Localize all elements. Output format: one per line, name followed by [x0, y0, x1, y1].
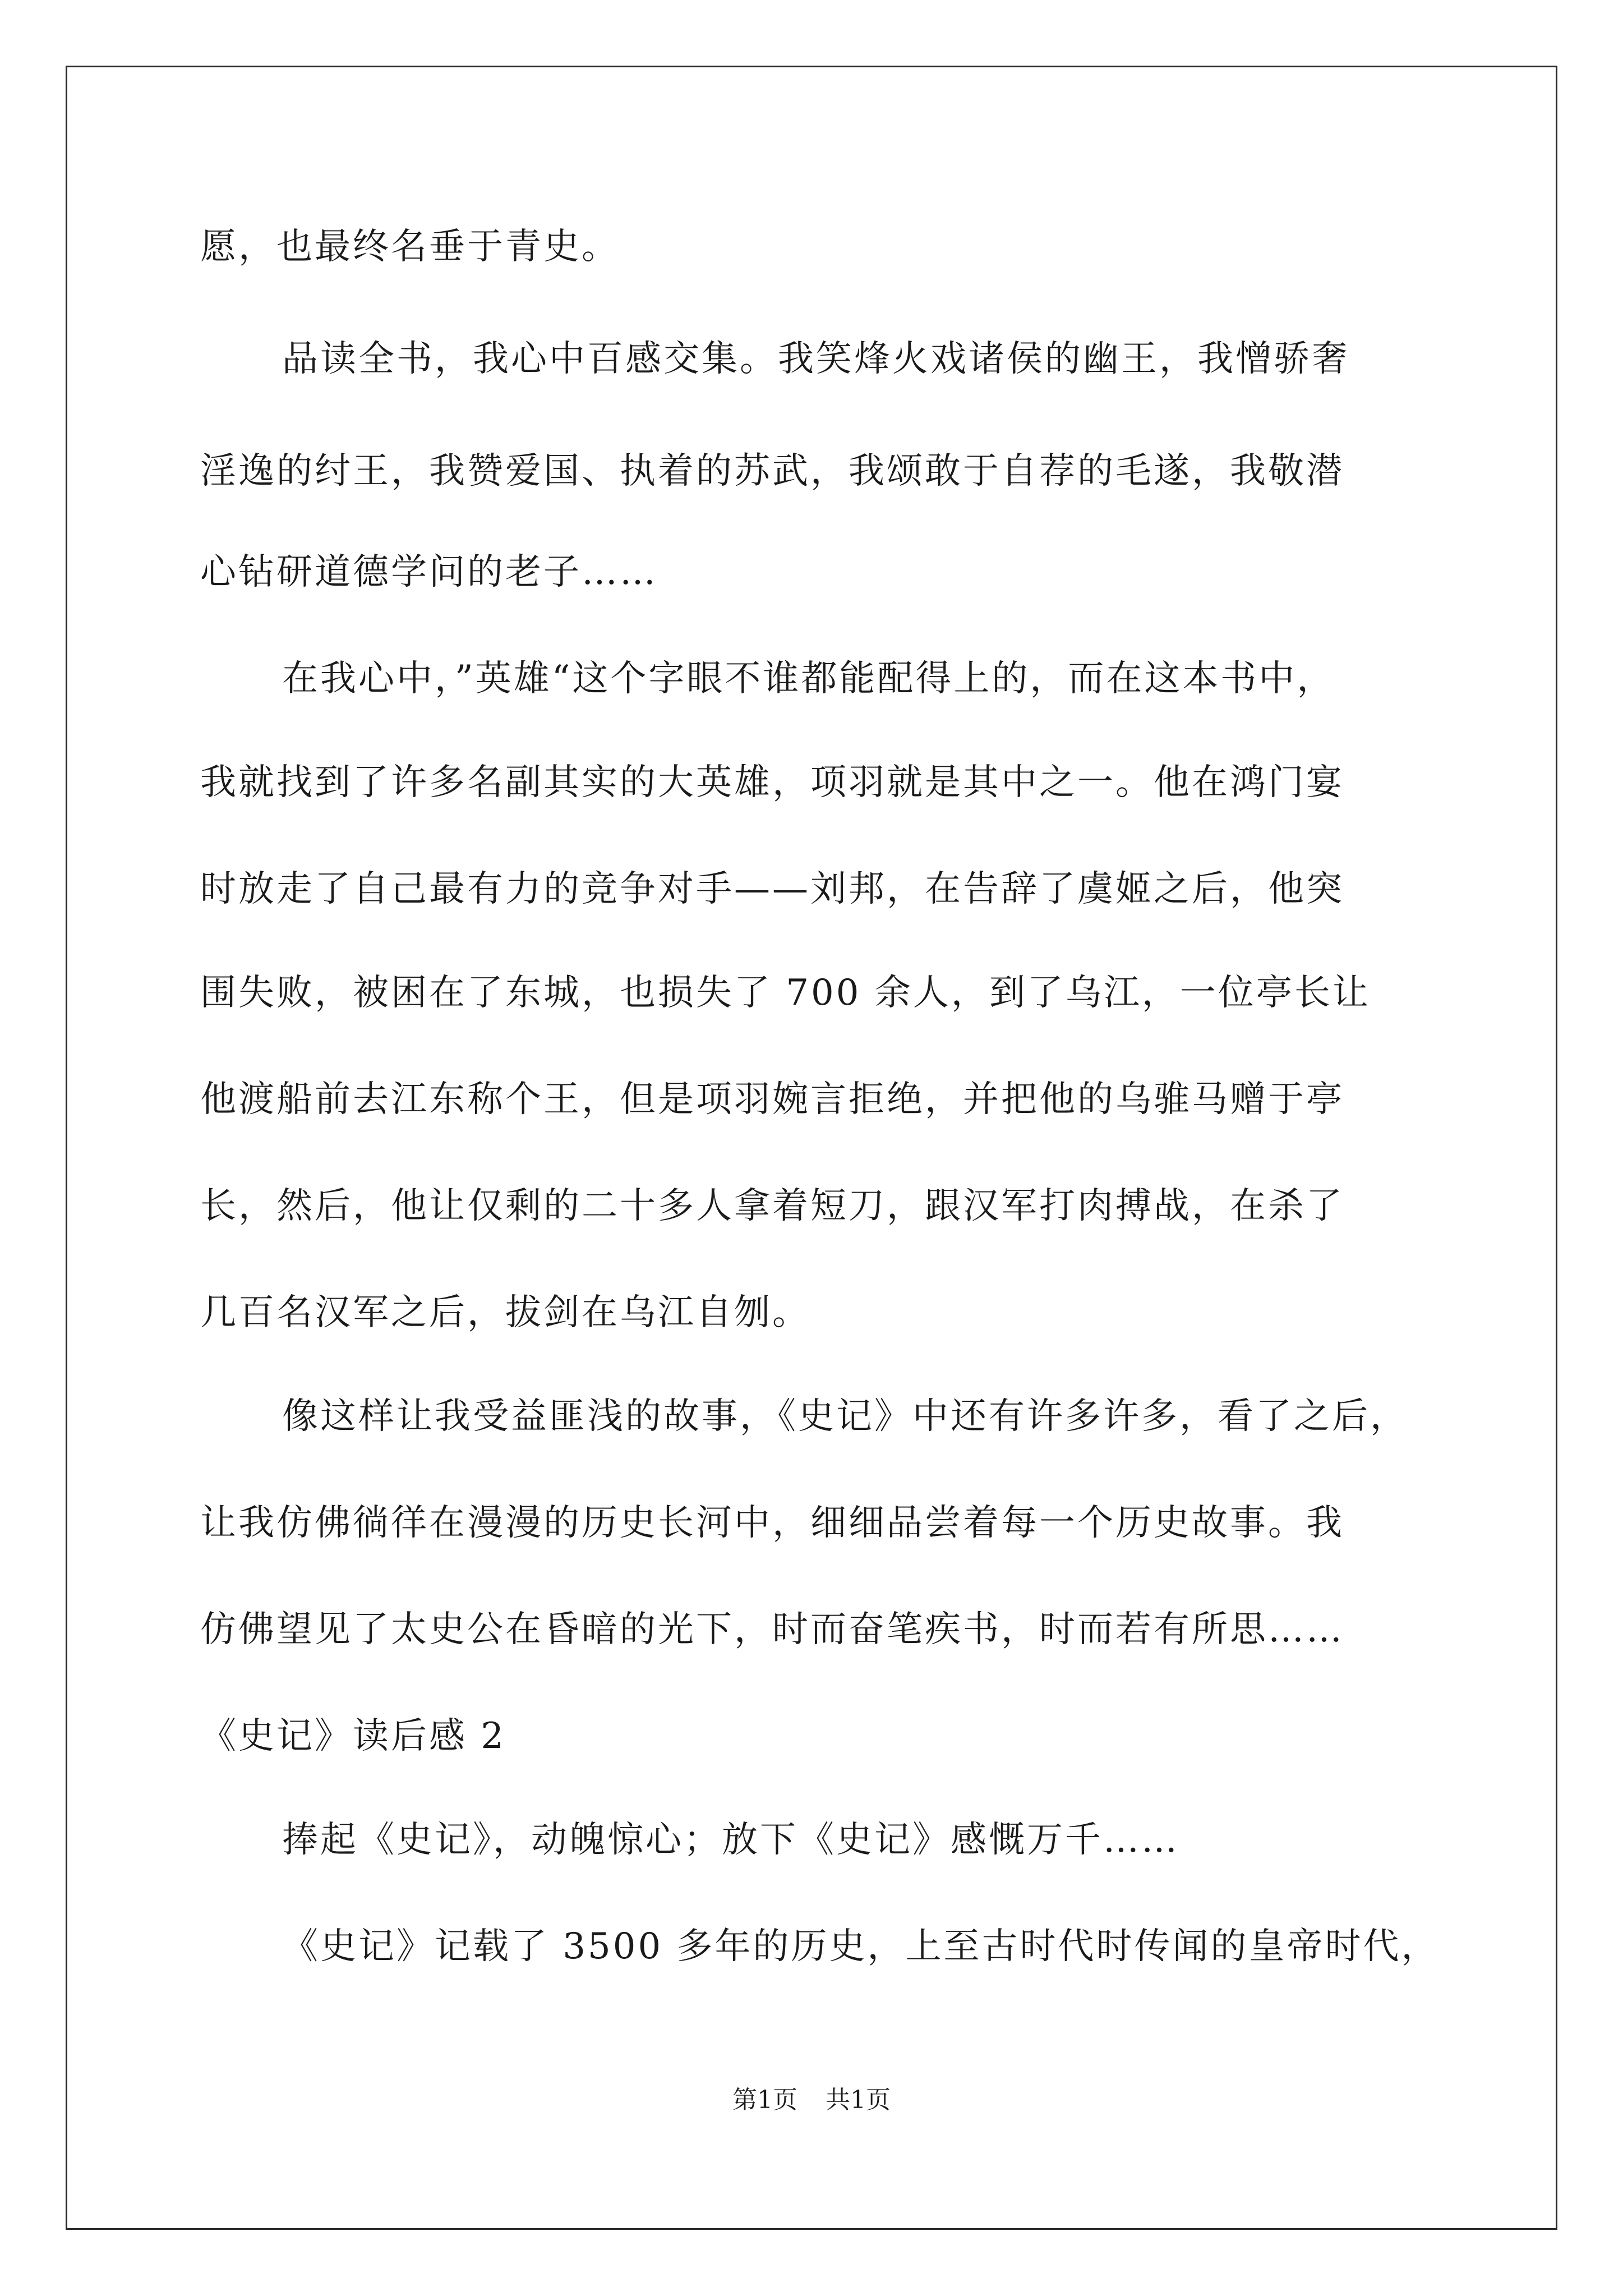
text-line: 像这样让我受益匪浅的故事，《史记》中还有许多许多，看了之后，	[282, 1396, 1408, 1437]
page-border	[66, 66, 1557, 2230]
text-line: 淫逸的纣王，我赞爱国、执着的苏武，我颂敢于自荐的毛遂，我敬潜	[200, 450, 1344, 492]
text-line: 围失败，被困在了东城，也损失了 700 余人，到了乌江，一位亭长让	[200, 972, 1371, 1014]
text-line: 长，然后，他让仅剩的二十多人拿着短刀，跟汉军打肉搏战，在杀了	[200, 1185, 1344, 1227]
page-number-current: 第1页	[732, 2086, 797, 2114]
section-heading: 《史记》读后感 2	[200, 1715, 506, 1757]
text-line: 几百名汉军之后，拔剑在乌江自刎。	[200, 1292, 810, 1333]
text-line: 愿，也最终名垂于青史。	[200, 226, 620, 268]
text-line: 时放走了自己最有力的竞争对手——刘邦，在告辞了虞姬之后，他突	[200, 868, 1344, 910]
text-line: 仿佛望见了太史公在昏暗的光下，时而奋笔疾书，时而若有所思……	[200, 1609, 1344, 1650]
page-number-total: 共1页	[826, 2086, 891, 2114]
text-line: 他渡船前去江东称个王，但是项羽婉言拒绝，并把他的乌骓马赠于亭	[200, 1079, 1344, 1120]
text-line: 《史记》记载了 3500 多年的历史，上至古时代时传闻的皇帝时代，	[282, 1926, 1440, 1967]
text-line: 我就找到了许多名副其实的大英雄，项羽就是其中之一。他在鸿门宴	[200, 762, 1344, 803]
text-line: 让我仿佛徜徉在漫漫的历史长河中，细细品尝着每一个历史故事。我	[200, 1502, 1344, 1544]
text-line: 捧起《史记》，动魄惊心；放下《史记》感慨万千……	[282, 1819, 1179, 1861]
text-line: 心钻研道德学问的老子……	[200, 551, 658, 593]
page-footer	[0, 2085, 1623, 2116]
text-line: 在我心中，”英雄“这个字眼不谁都能配得上的，而在这本书中，	[282, 658, 1335, 700]
text-line: 品读全书，我心中百感交集。我笑烽火戏诸侯的幽王，我憎骄奢	[282, 338, 1350, 380]
